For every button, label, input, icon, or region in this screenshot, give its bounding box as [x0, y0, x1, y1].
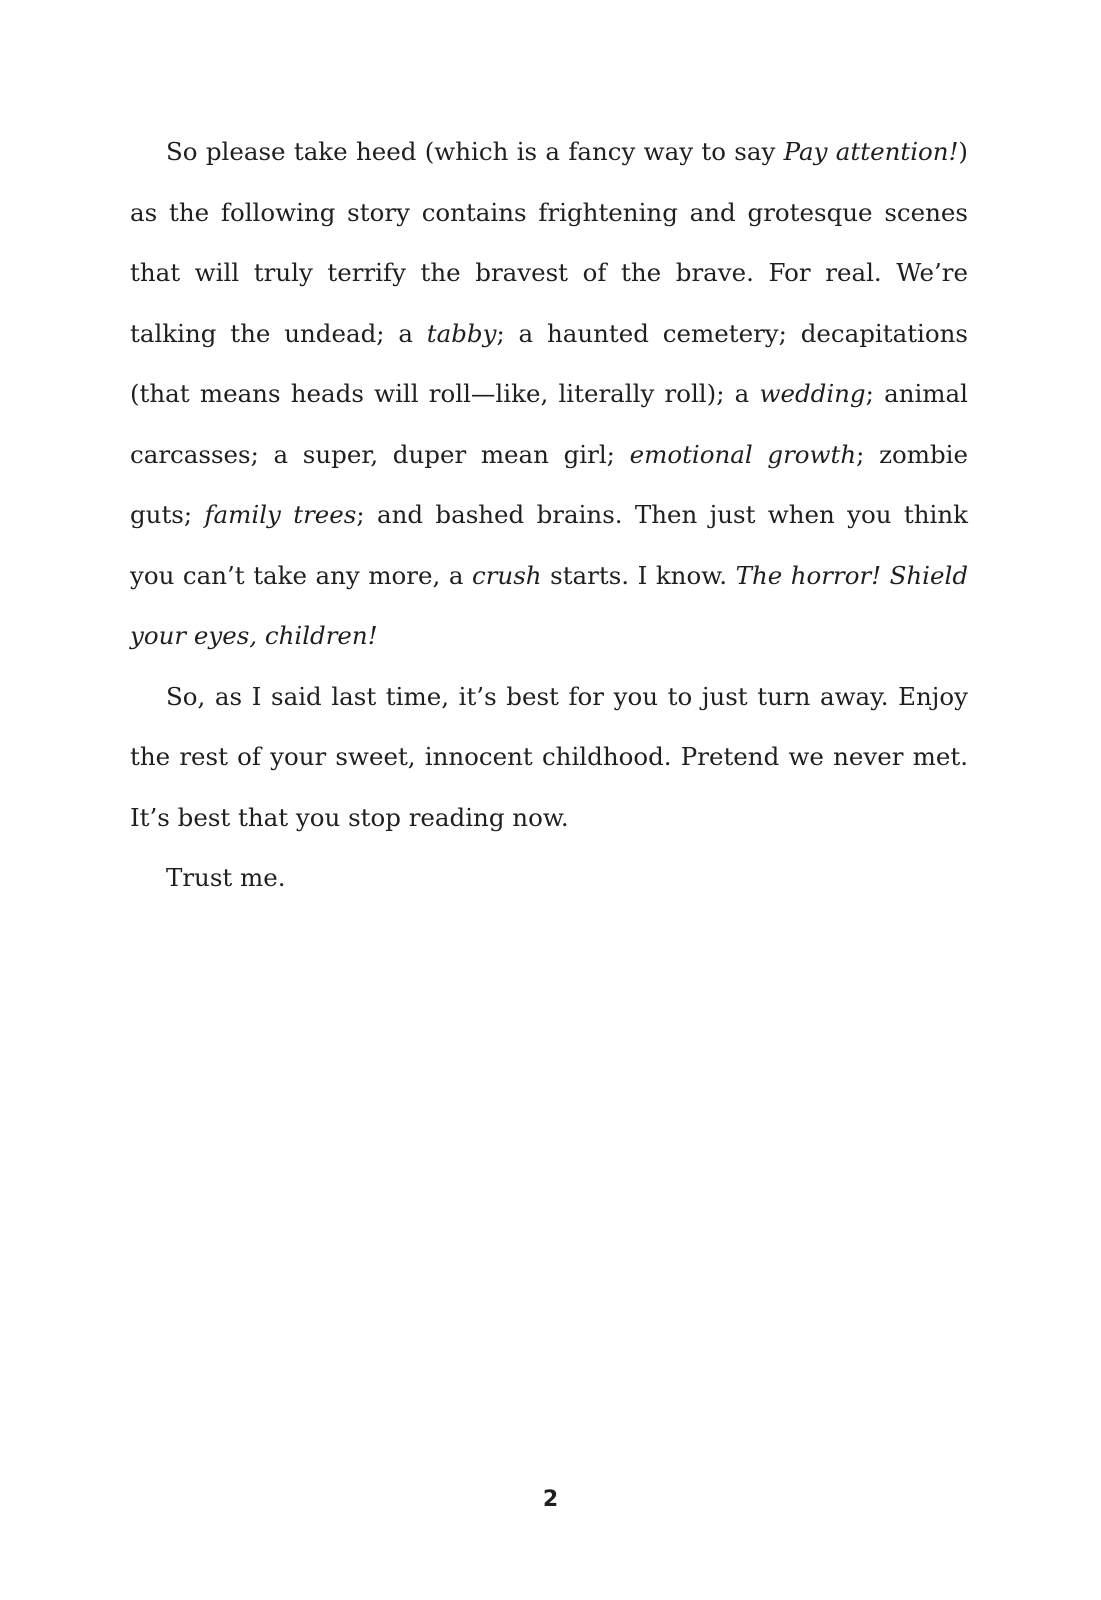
text-segment: ; animal carcasses; a super, duper mean girl; — [130, 379, 968, 469]
italic-segment: The horror! Shield your eyes, children! — [130, 560, 968, 650]
text-segment: Trust me. — [166, 863, 286, 892]
italic-segment: Pay attention! — [783, 137, 959, 166]
italic-segment: wedding — [759, 379, 866, 408]
italic-segment: emotional growth — [629, 439, 857, 469]
text-segment: ) as the following story contains frightening and grotesque scenes that will truly terrify the bravest of the brave. For real. We’re talking the undead; a — [130, 137, 968, 348]
italic-segment: tabby — [426, 318, 497, 348]
text-segment: So please take heed (which is a fancy way to say — [166, 137, 784, 166]
text-segment: So, as I said last time, it’s best for you to just turn away. Enjoy the rest of your sweet, innocent childhood. Pretend we never met. It’s best that you stop reading now. — [130, 681, 968, 832]
text-segment: ; and bashed brains. Then just when you think you can’t take any more, a — [130, 500, 968, 590]
paragraph — [130, 848, 968, 909]
text-segment: ; zombie guts; — [130, 439, 968, 529]
text-segment: starts. I know. — [541, 560, 736, 590]
paragraph — [130, 667, 968, 849]
italic-segment: family trees — [204, 500, 357, 529]
italic-segment: crush — [472, 560, 542, 590]
body-text — [130, 122, 968, 909]
page-number: 2 — [542, 1487, 559, 1512]
text-segment: ; a haunted cemetery; decapitations (that means heads will roll—like, literally roll); a — [130, 318, 968, 408]
paragraph — [130, 122, 968, 667]
